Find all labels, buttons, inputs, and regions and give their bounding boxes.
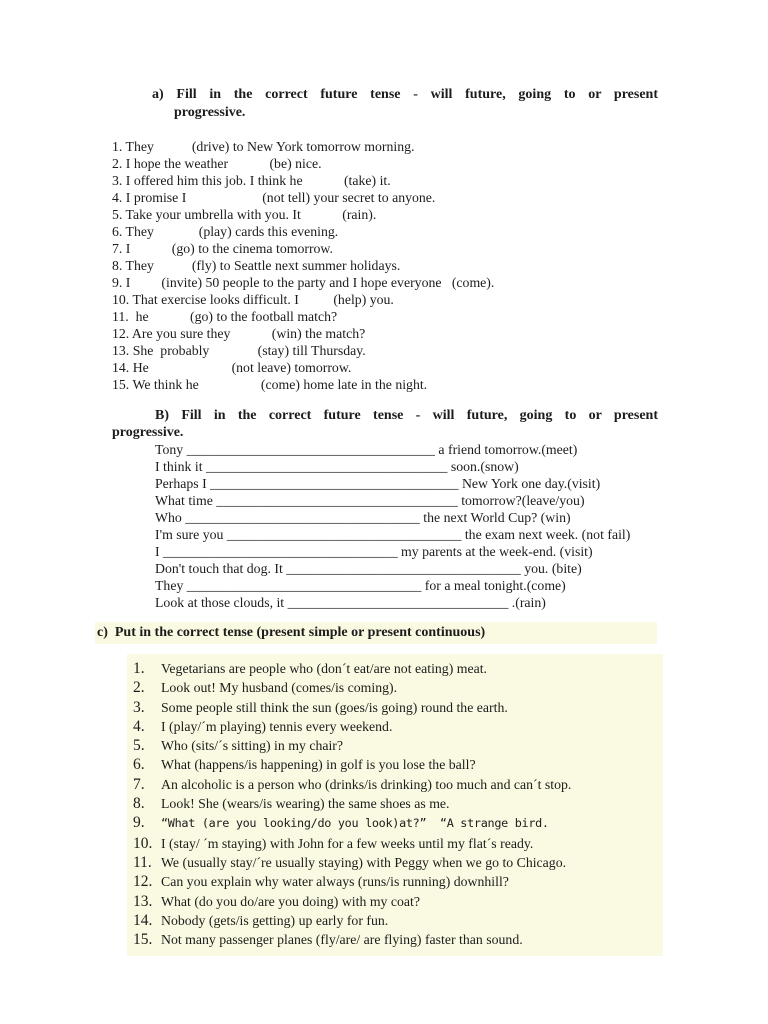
exercise-row (133, 872, 663, 891)
exercise-blank-line: Don't touch that dog. It __________________________________ you. (bite) (155, 561, 582, 576)
section-c-exercise-list (127, 654, 663, 956)
exercise-line: 4. I promise I (not tell) your secret to anyone. (112, 190, 436, 205)
exercise-number: 4. (133, 717, 145, 735)
exercise-row (133, 698, 663, 717)
exercise-number: 9. (133, 814, 145, 832)
exercise-text: An alcoholic is a person who (drinks/is drinking) too much and can´t stop. (161, 776, 572, 792)
exercise-blank-line: Look at those clouds, it ________________________________ .(rain) (155, 595, 546, 610)
exercise-blank-line: What time ___________________________________ tomorrow?(leave/you) (155, 493, 585, 508)
exercise-number: 2. (133, 679, 145, 697)
exercise-row (133, 755, 663, 774)
exercise-text: I (stay/ ´m staying) with John for a few weeks until my flat´s ready. (161, 835, 534, 851)
exercise-line: 8. They (fly) to Seattle next summer holidays. (112, 258, 401, 273)
exercise-text: Some people still think the sun (goes/is going) round the earth. (161, 699, 508, 715)
exercise-row (133, 930, 663, 949)
exercise-blank-line: I think it ___________________________________ soon.(snow) (155, 459, 519, 474)
exercise-line: 6. They (play) cards this evening. (112, 224, 339, 239)
exercise-line: 1. They (drive) to New York tomorrow morning. (112, 139, 415, 154)
exercise-number: 13. (133, 892, 153, 910)
exercise-text: I (play/´m playing) tennis every weekend. (161, 718, 393, 734)
section-a-heading-line2: progressive. (174, 105, 246, 120)
exercise-blank-line: I __________________________________ my parents at the week-end. (visit) (155, 544, 593, 559)
exercise-number: 8. (133, 795, 145, 813)
exercise-row (133, 678, 663, 697)
exercise-row (133, 736, 663, 755)
exercise-row (133, 775, 663, 794)
exercise-text: We (usually stay/´re usually staying) with Peggy when we go to Chicago. (161, 854, 567, 870)
exercise-text: “What (are you looking/do you look)at?” “A strange bird. (161, 816, 549, 831)
exercise-blank-line: Who __________________________________ the next World Cup? (win) (155, 510, 571, 525)
exercise-row (133, 853, 663, 872)
exercise-line: 14. He (not leave) tomorrow. (112, 360, 352, 375)
exercise-row (133, 794, 663, 813)
section-a-heading (152, 86, 658, 122)
exercise-number: 11. (133, 853, 152, 871)
exercise-line: 9. I (invite) 50 people to the party and I hope everyone (come). (112, 275, 495, 290)
section-a-exercise-list (112, 138, 768, 393)
exercise-blank-line: They __________________________________ for a meal tonight.(come) (155, 578, 566, 593)
exercise-number: 15. (133, 931, 153, 949)
section-b-heading-line1: B) Fill in the correct future tense - will future, going to or present (155, 408, 658, 423)
exercise-line: 11. he (go) to the football match? (112, 309, 338, 324)
section-a-heading-line1: a) Fill in the correct future tense - will future, going to or present (152, 87, 658, 102)
exercise-line: 12. Are you sure they (win) the match? (112, 326, 366, 341)
exercise-text: Can you explain why water always (runs/is running) downhill? (161, 874, 509, 890)
exercise-number: 7. (133, 775, 145, 793)
exercise-line: 5. Take your umbrella with you. It (rain). (112, 207, 377, 222)
exercise-line: 3. I offered him this job. I think he (take) it. (112, 173, 391, 188)
exercise-blank-line: Tony ____________________________________ a friend tomorrow.(meet) (155, 442, 578, 457)
exercise-text: Nobody (gets/is getting) up early for fun. (161, 912, 389, 928)
exercise-text: Look! She (wears/is wearing) the same shoes as me. (161, 796, 450, 812)
exercise-line: 7. I (go) to the cinema tomorrow. (112, 241, 333, 256)
exercise-blank-line: I'm sure you __________________________________ the exam next week. (not fail) (155, 527, 631, 542)
exercise-text: What (happens/is happening) in golf is you lose the ball? (161, 757, 476, 773)
exercise-number: 5. (133, 737, 145, 755)
exercise-text: Who (sits/´s sitting) in my chair? (161, 738, 344, 754)
exercise-line: 15. We think he (come) home late in the night. (112, 377, 428, 392)
section-b-heading-line2: progressive. (112, 425, 184, 440)
exercise-line: 2. I hope the weather (be) nice. (112, 156, 322, 171)
exercise-text: What (do you do/are you doing) with my coat? (161, 893, 421, 909)
section-b-heading (112, 407, 658, 441)
section-c-heading: c) Put in the correct tense (present simple or present continuous) (95, 622, 657, 644)
exercise-text: Look out! My husband (comes/is coming). (161, 680, 398, 696)
exercise-number: 10. (133, 834, 153, 852)
exercise-number: 12. (133, 873, 153, 891)
exercise-number: 6. (133, 756, 145, 774)
exercise-line: 10. That exercise looks difficult. I (help) you. (112, 292, 394, 307)
exercise-text: Vegetarians are people who (don´t eat/are not eating) meat. (161, 661, 487, 676)
exercise-text: Not many passenger planes (fly/are/ are flying) faster than sound. (161, 932, 523, 948)
exercise-row (133, 892, 663, 911)
exercise-number: 14. (133, 911, 153, 929)
exercise-number: 1. (133, 660, 145, 677)
section-b-exercise-list (155, 441, 768, 611)
exercise-line: 13. She probably (stay) till Thursday. (112, 343, 366, 358)
exercise-row (133, 659, 663, 678)
exercise-row (133, 834, 663, 853)
exercise-row (133, 911, 663, 930)
exercise-row (133, 717, 663, 736)
exercise-blank-line: Perhaps I ____________________________________ New York one day.(visit) (155, 476, 601, 491)
exercise-row (133, 813, 663, 833)
exercise-number: 3. (133, 698, 145, 716)
